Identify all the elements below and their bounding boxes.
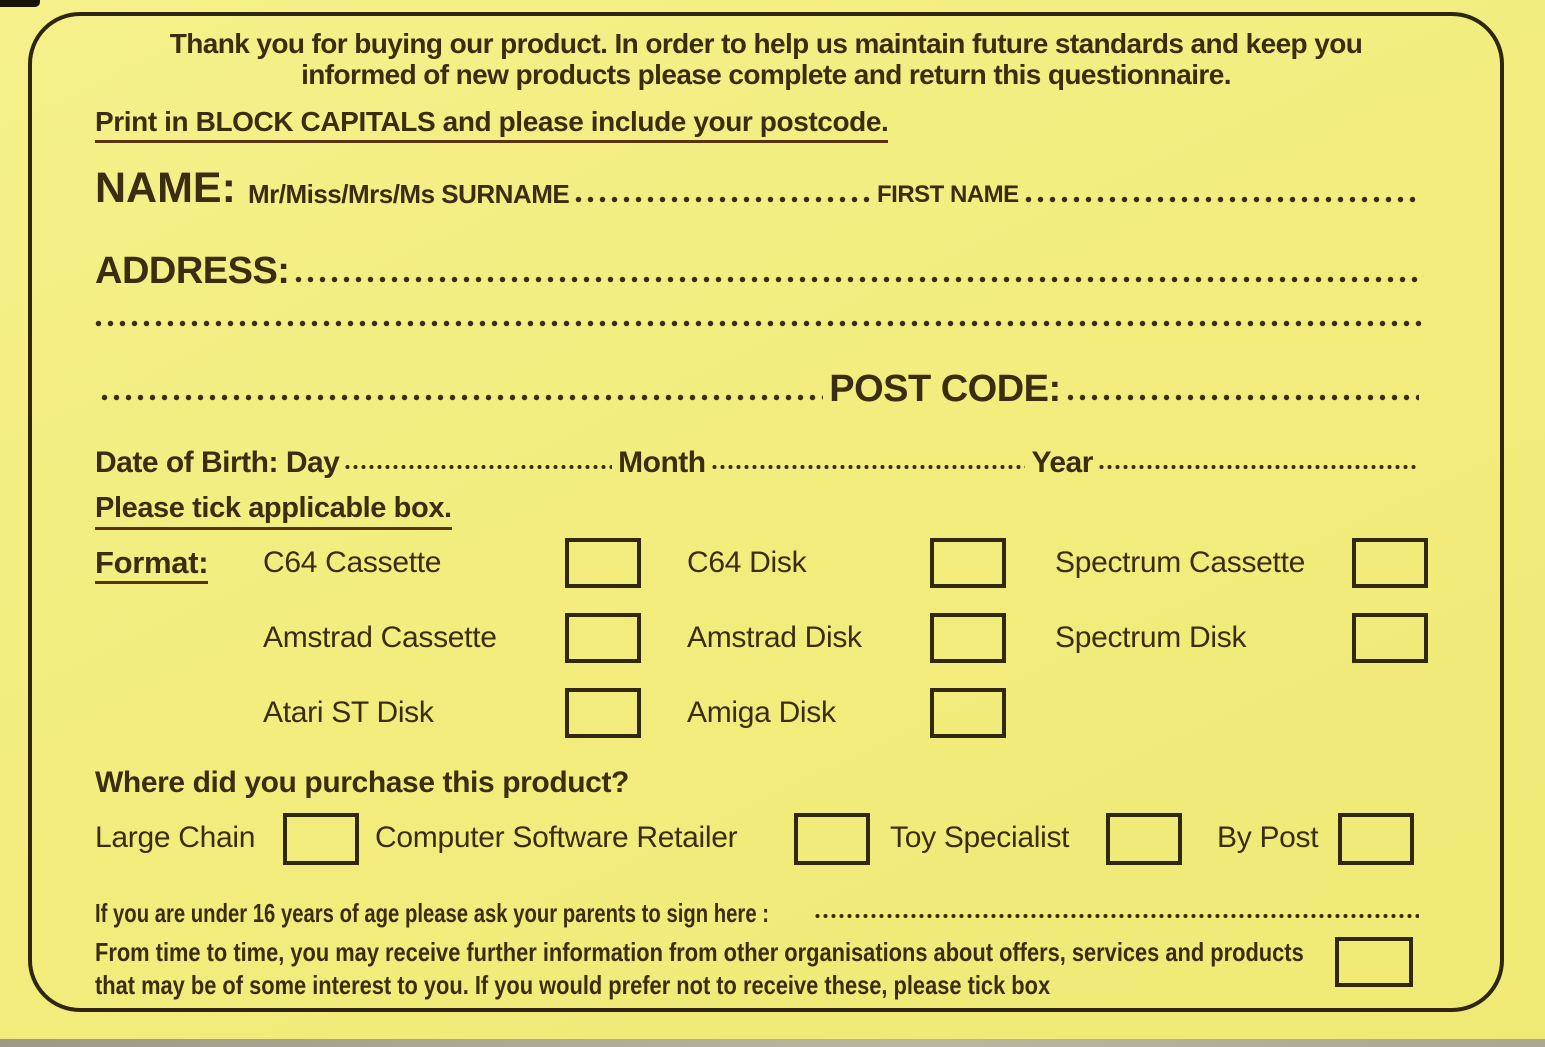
checkbox-spectrum-cassette[interactable] — [1352, 538, 1428, 588]
optout-line-1: From time to time, you may receive further information from other organisations about offers, services and products — [95, 937, 1304, 967]
format-option-label: Spectrum Disk — [1055, 621, 1247, 654]
year-label: Year — [1031, 446, 1093, 479]
checkbox-atari-st-disk[interactable] — [565, 688, 641, 738]
surname-field[interactable] — [575, 196, 871, 203]
first-name-field[interactable] — [1025, 196, 1419, 203]
name-label: NAME: — [95, 164, 236, 212]
checkbox-c64-disk[interactable] — [930, 538, 1006, 588]
day-field[interactable] — [345, 464, 612, 470]
format-option-label: Spectrum Cassette — [1055, 546, 1306, 579]
checkbox-optout-mailings[interactable] — [1335, 937, 1413, 987]
checkbox-spectrum-disk[interactable] — [1352, 613, 1428, 663]
purchase-row — [32, 813, 1500, 865]
block-capitals-instruction: Print in BLOCK CAPITALS and please include your postcode. — [95, 106, 888, 138]
checkbox-amiga-disk[interactable] — [930, 688, 1006, 738]
purchase-option-label: Toy Specialist — [890, 821, 1070, 854]
scan-artifact — [0, 0, 40, 7]
format-option-label: Amiga Disk — [687, 696, 836, 729]
parent-signature-field[interactable] — [815, 913, 1419, 919]
name-row — [95, 154, 1425, 210]
intro-line-1: Thank you for buying our product. In order to help us maintain future standards and keep you — [169, 28, 1363, 59]
checkbox-computer-software-retailer[interactable] — [794, 813, 870, 865]
format-option-label: Atari ST Disk — [263, 696, 434, 729]
postcode-field[interactable] — [1067, 394, 1419, 401]
address-label: ADDRESS: — [95, 250, 290, 292]
checkbox-large-chain[interactable] — [283, 813, 359, 865]
optout-paragraph — [95, 936, 1304, 1002]
address-field-line3[interactable] — [101, 394, 823, 401]
year-field[interactable] — [1099, 464, 1419, 470]
intro-line-2: informed of new products please complete and return this questionnaire. — [301, 59, 1231, 90]
postcode-label: POST CODE: — [829, 368, 1061, 410]
optout-line-2: that may be of some interest to you. If you would prefer not to receive these, please tick box — [95, 970, 1051, 1000]
date-of-birth-row — [95, 440, 1425, 478]
under16-text-wrap — [95, 900, 809, 927]
month-label: Month — [618, 446, 706, 479]
tick-instruction: Please tick applicable box. — [95, 492, 452, 525]
checkbox-c64-cassette[interactable] — [565, 538, 641, 588]
month-field[interactable] — [712, 464, 1026, 470]
intro-text — [32, 28, 1500, 90]
checkbox-amstrad-cassette[interactable] — [565, 613, 641, 663]
first-name-label: FIRST NAME — [876, 181, 1019, 208]
checkbox-toy-specialist[interactable] — [1106, 813, 1182, 865]
address-row — [95, 244, 1425, 290]
address-field-line1[interactable] — [295, 276, 1419, 283]
dob-day-label: Date of Birth: Day — [95, 446, 340, 479]
format-row-1 — [32, 538, 1500, 588]
format-option-label: C64 Disk — [687, 546, 807, 579]
address-field-line2[interactable] — [95, 320, 1425, 327]
checkbox-amstrad-disk[interactable] — [930, 613, 1006, 663]
purchase-option-label: Computer Software Retailer — [375, 821, 738, 854]
format-row-3 — [32, 688, 1500, 738]
questionnaire-card — [28, 12, 1504, 1012]
format-option-label: Amstrad Cassette — [263, 621, 497, 654]
title-surname-label: Mr/Miss/Mrs/Ms SURNAME — [247, 179, 570, 209]
format-option-label: C64 Cassette — [263, 546, 442, 579]
purchase-option-label: By Post — [1217, 821, 1319, 854]
under16-text: If you are under 16 years of age please ask your parents to sign here : — [95, 898, 769, 928]
optout-text — [95, 936, 1304, 1002]
purchase-option-label: Large Chain — [95, 821, 256, 854]
format-option-label: Amstrad Disk — [687, 621, 862, 654]
under16-row — [95, 891, 1425, 927]
format-row-2 — [32, 613, 1500, 663]
postcode-row — [95, 362, 1425, 408]
purchase-question: Where did you purchase this product? — [95, 766, 629, 799]
checkbox-by-post[interactable] — [1338, 813, 1414, 865]
scan-edge-shadow — [0, 1039, 1545, 1047]
format-label: Format: — [95, 538, 208, 588]
